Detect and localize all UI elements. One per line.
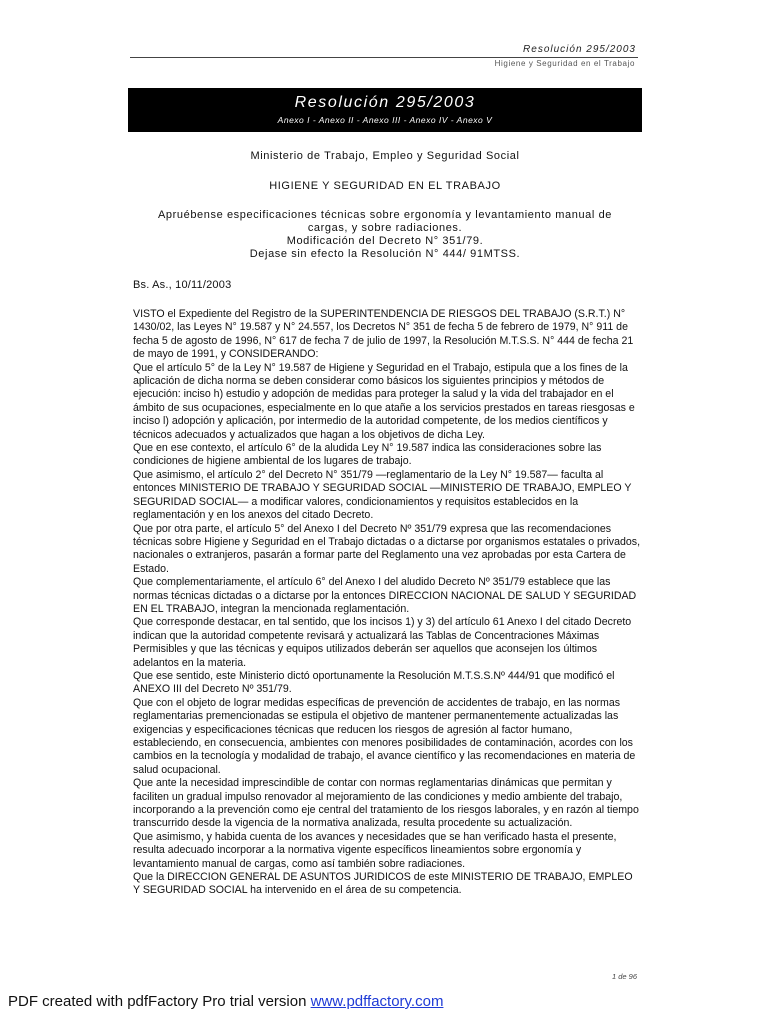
title-banner [128, 88, 642, 132]
paragraph: Que corresponde destacar, en tal sentido, que los incisos 1) y 3) del artículo 61 Anexo I del citado Decreto indican que la autoridad competente revisará y actualizará las Tablas de Concentraciones Máximas Permisibles y que las técnicas y equipos utilizados deberán ser aquellos que aconsejen los últimos adelantos en la materia. [133, 616, 632, 669]
page-number: 1 de 96 [611, 972, 637, 981]
resolution-summary [128, 209, 642, 261]
summary-line: Dejase sin efecto la Resolución N° 444/ 91MTSS. [249, 248, 521, 260]
banner-title: Resolución 295/2003 [294, 94, 476, 111]
paragraph: Que en ese contexto, el artículo 6° de la aludida Ley N° 19.587 indica las consideraciones sobre las condiciones de higiene ambiental de los lugares de trabajo. [133, 442, 602, 468]
paragraph: Que asimismo, el artículo 2° del Decreto N° 351/79 —reglamentario de la Ley N° 19.587— faculta al entonces MINISTERIO DE TRABAJO Y SEGURIDAD SOCIAL —MINISTERIO DE TRABAJO, EMPLEO Y SEGURIDAD SOCIAL— a modificar valores, condicionamientos y requisitos establecidos en la reglamentación y en los anexos del citado Decreto. [133, 468, 632, 522]
paragraph: Que complementariamente, el artículo 6° del Anexo I del aludido Decreto Nº 351/79 establece que las normas técnicas dictadas o a dictarse por la entonces DIRECCION NACIONAL DE SALUD Y SEGURIDAD EN EL TRABAJO, integran la mencionada reglamentación. [133, 576, 637, 615]
paragraph: Que por otra parte, el artículo 5° del Anexo I del Decreto Nº 351/79 expresa que las recomendaciones técnicas sobre Higiene y Seguridad en el Trabajo dictadas o a dictarse por organismos estatales o privados, nacionales o extranjeros, pasarán a formar parte del Reglamento una vez aprobadas por esta Cartera de Estado. [133, 522, 641, 575]
header-rule [130, 57, 638, 58]
ministry-name: Ministerio de Trabajo, Empleo y Seguridad Social [250, 150, 520, 162]
summary-line: Apruébense especificaciones técnicas sobre ergonomía y levantamiento manual de [157, 209, 613, 221]
paragraph: Que ese sentido, este Ministerio dictó oportunamente la Resolución M.T.S.S.Nº 444/91 que modificó el ANEXO III del Decreto Nº 351/79. [133, 669, 615, 696]
summary-line: cargas, y sobre radiaciones. [307, 222, 463, 234]
paragraph: Que ante la necesidad imprescindible de contar con normas reglamentarias dinámicas que permitan y faciliten un gradual impulso renovador al mejoramiento de las condiciones y medio ambiente del trabajo, incorporando a la prevención como eje central del tratamiento de los riesgos laborales, y en razón al tiempo transcurrido desde la vigencia de la normativa analizada, resulta procedente su actualización. [133, 777, 639, 830]
summary-line: Modificación del Decreto N° 351/79. [286, 235, 484, 247]
running-header-title: Resolución 295/2003 [523, 44, 636, 55]
document-date: Bs. As., 10/11/2003 [133, 279, 232, 291]
paragraph: Que con el objeto de lograr medidas específicas de prevención de accidentes de trabajo, en las normas reglamentarias premencionadas se estipula el objetivo de mantener permanentemente actualizadas las exigencias y especificaciones técnicas que reducen los riesgos de agresión al factor humano, estableciendo, en consecuencia, ambientes con menores posibilidades de contaminación, acordes con los cambios en la tecnología y modalidad de trabajo, el avance científico y las recomendaciones en materia de salud ocupacional. [133, 696, 636, 776]
paragraph: Que asimismo, y habida cuenta de los avances y necesidades que se han verificado hasta el presente, resulta adecuado incorporar a la normativa vigente específicos lineamientos sobre ergonomía y levantamiento manual de cargas, como así también sobre radiaciones. [133, 830, 617, 870]
paragraph: Que el artículo 5° de la Ley N° 19.587 de Higiene y Seguridad en el Trabajo, estipula que a los fines de la aplicación de dicha norma se deben considerar como básicos los siguientes principios y métodos de ejecución: inciso h) estudio y adopción de medidas para proteger la salud y la vida del trabajador en el ámbito de sus ocupaciones, especialmente en lo que atañe a los servicios prestados en tareas riesgosas e inciso l) adopción y aplicación, por intermedio de la autoridad competente, de los medios científicos y técnicos adecuados y actualizados que hagan a los objetivos de dicha Ley. [133, 361, 635, 441]
banner-annexes: Anexo I - Anexo II - Anexo III - Anexo IV - Anexo V [277, 115, 493, 125]
pdf-footer [8, 993, 443, 1010]
topic-heading: HIGIENE Y SEGURIDAD EN EL TRABAJO [269, 180, 501, 192]
running-header-subtitle: Higiene y Seguridad en el Trabajo [494, 59, 635, 68]
paragraph: Que la DIRECCION GENERAL DE ASUNTOS JURIDICOS de este MINISTERIO DE TRABAJO, EMPLEO Y SEGURIDAD SOCIAL ha intervenido en el área de su competencia. [133, 871, 633, 897]
body-text [133, 308, 641, 898]
pdffactory-link[interactable]: www.pdffactory.com [310, 993, 444, 1010]
paragraph: VISTO el Expediente del Registro de la SUPERINTENDENCIA DE RIESGOS DEL TRABAJO (S.R.T.) N° 1430/02, las Leyes N° 19.587 y N° 24.557, los Decretos N° 351 de fecha 5 de febrero de 1979, N° 911 de fecha 5 de agosto de 1996, N° 617 de fecha 7 de julio de 1997, la Resolución M.T.S.S. N° 444 de fecha 21 de mayo de 1991, y CONSIDERANDO: [133, 308, 634, 361]
footer-text: PDF created with pdfFactory Pro trial version [8, 993, 311, 1010]
